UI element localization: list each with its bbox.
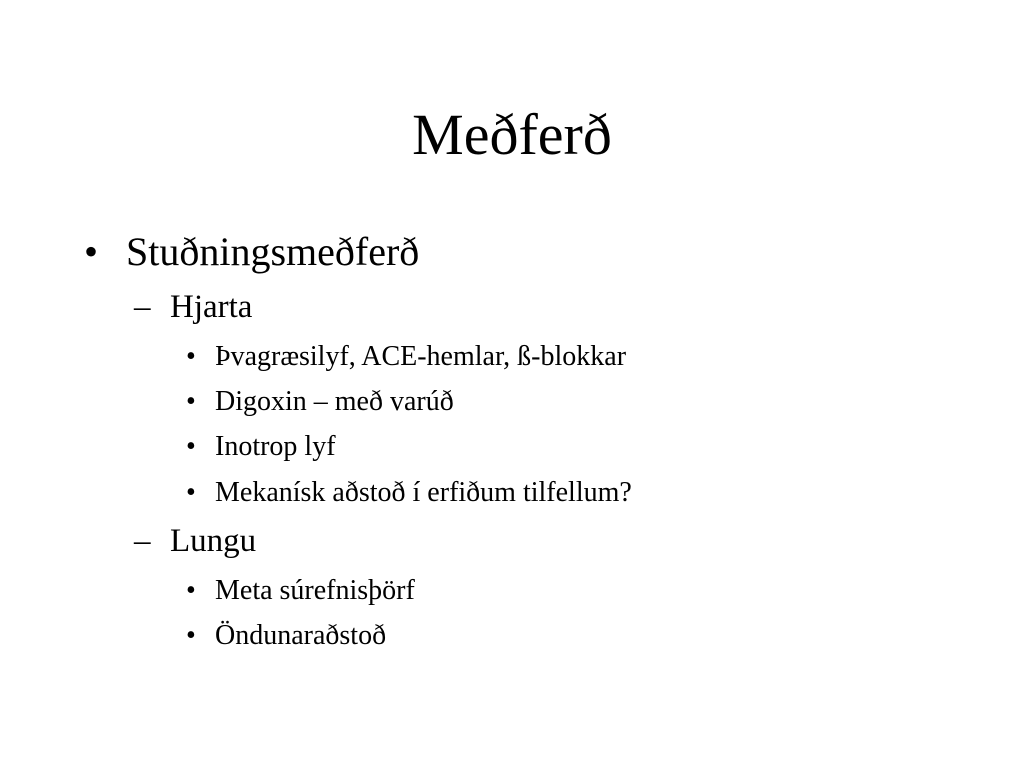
bullet-marker: • <box>186 431 196 462</box>
dash-marker: – <box>134 523 151 559</box>
bullet-text: Öndunaraðstoð <box>215 620 387 651</box>
bullet-marker: • <box>84 229 99 274</box>
bullet-text: Mekanísk aðstoð í erfiðum tilfellum? <box>215 477 632 508</box>
bullet-marker: • <box>186 620 196 651</box>
bullet-marker: • <box>186 341 196 372</box>
bullet-text: Meta súrefnisþörf <box>215 575 415 606</box>
bullet-text: Digoxin – með varúð <box>215 386 454 417</box>
bullet-marker: • <box>186 477 196 508</box>
bullet-text: Þvagræsilyf, ACE-hemlar, ß-blokkar <box>215 341 627 372</box>
slide-title: Meðferð <box>412 102 612 167</box>
dash-marker: – <box>134 289 151 325</box>
bullet-text: Hjarta <box>170 289 253 325</box>
bullet-text: Stuðningsmeðferð <box>126 229 420 274</box>
bullet-marker: • <box>186 575 196 606</box>
bullet-marker: • <box>186 386 196 417</box>
bullet-text: Inotrop lyf <box>215 431 336 462</box>
bullet-text: Lungu <box>170 523 257 559</box>
